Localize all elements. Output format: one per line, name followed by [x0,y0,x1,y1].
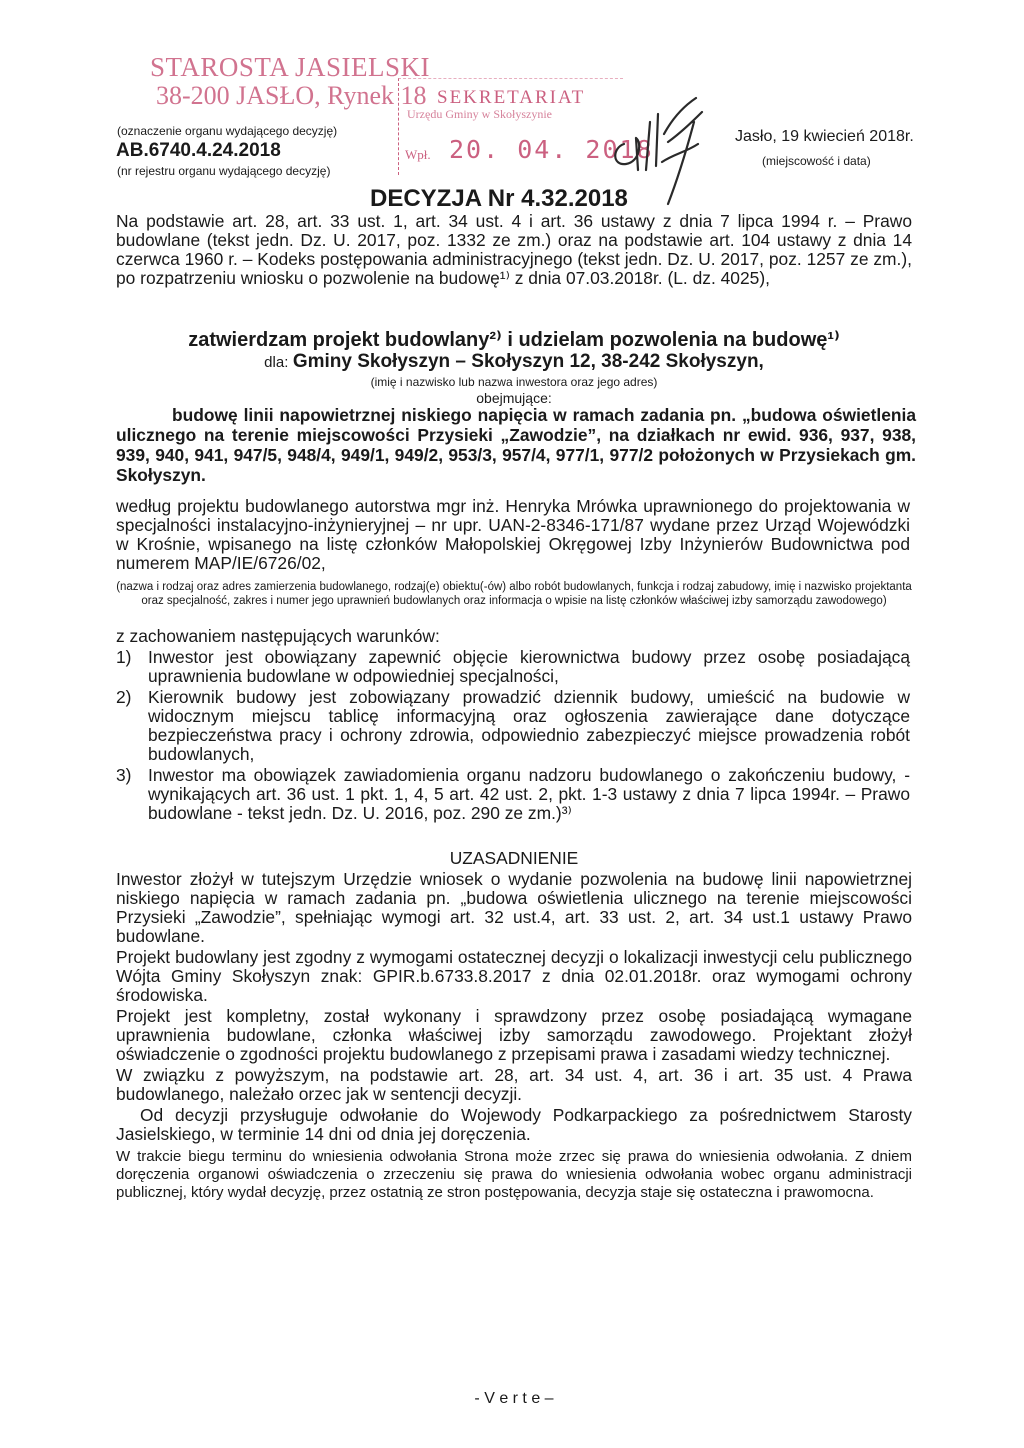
place-date: Jasło, 19 kwiecień 2018r. [735,128,914,145]
condition-text: Kierownik budowy jest zobowiązany prowadzić dziennik budowy, umieścić na budowie w widocznym miejscu tablicę informacyjną oraz ogłoszenia zawierające dane dotyczące bezpieczeństwa pracy i ochrony zdrowia, odpowiednio zabezpieczyć miejsce prowadzenia robót budowlanych, [148,687,910,764]
justification-body [116,870,912,1202]
designer-info: według projektu budowlanego autorstwa mgr inż. Henryka Mrówka uprawnionego do projektowania w specjalności instalacyjno-inżynieryjnej – nr upr. UAN-2-8346-171/87 wydane przez Urząd Wojewódzki w Krośnie, wpisanego na listę członków Małopolskiej Okręgowej Izby Inżynierów Budownictwa pod numerem MAP/IE/6726/02, [116,496,910,573]
condition-item [116,648,910,686]
justification-paragraph: Projekt budowlany jest zgodny z wymogami ostatecznej decyzji o lokalizacji inwestycji celu publicznego Wójta Gminy Skołyszyn znak: GPIR.b.6733.8.2017 z dnia 02.01.2018r. oraz wymogami ochrony środowiska. [116,947,912,1005]
condition-text: Inwestor ma obowiązek zawiadomienia organu nadzoru budowlanego o zakończeniu budowy, - wynikających art. 36 ust. 1 pkt. 1, 4, 5 art. 42 ust. 2, pkt. 1-3 ustawy z dnia 7 lipca 1994r. – Prawo budowlane - tekst jedn. Dz. U. 2016, poz. 290 ze zm.)³⁾ [148,765,910,823]
receipt-prefix: Wpł. [405,147,431,162]
receipt-stamp [398,78,654,175]
condition-number: 2) [116,687,132,707]
condition-number: 3) [116,765,132,785]
register-caption: (nr rejestru organu wydającego decyzję) [117,164,331,178]
organ-stamp-line1: STAROSTA JASIELSKI [150,52,430,82]
verte-note: - V e r t e – [474,1390,554,1407]
justification-paragraph: W związku z powyższym, na podstawie art. 28, art. 34 ust. 4, art. 36 i art. 35 ust. 4 Prawa budowlanego, należało orzec jak w sentencji decyzji. [116,1065,912,1104]
organ-stamp-line2: 38-200 JASŁO, Rynek 18 [156,81,427,110]
conditions-list [116,648,910,823]
receipt-subtitle: Urzędu Gminy w Skołyszynie [407,107,552,121]
justification-paragraph: Projekt jest kompletny, został wykonany i sprawdzony przez osobę posiadającą wymagane uprawnienia budowlane, członka właściwej izby samorządu zawodowego. Projektant złożył oświadczenie o zgodności projektu budowlanego z przepisami prawa i zasadami wiedzy technicznej. [116,1006,912,1064]
receipt-date: 20. 04. 2018 [449,135,654,164]
recipient-name: Gminy Skołyszyn – Skołyszyn 12, 38-242 Skołyszyn, [292,351,764,372]
scope-description: budowę linii napowietrznej niskiego napięcia w ramach zadania pn. „budowa oświetlenia ulicznego na terenie miejscowości Przysieki „Zawodzie”, na działkach nr ewid. 936, 937, 938, 939, 940, 941, 947/5, 948/4, 949/1, 949/2, 953/3, 957/4, 977/1, 977/2 położonych w Przysiekach gm. Skołyszyn. [116,405,916,485]
condition-number: 1) [116,647,132,667]
recipient-line [116,351,912,373]
recipient-caption: (imię i nazwisko lub nazwa inwestora oraz jego adres) [370,375,658,389]
register-number: AB.6740.4.24.2018 [116,140,281,161]
organ-stamp [150,52,430,111]
approval-statement: zatwierdzam projekt budowlany²⁾ i udzielam pozwolenia na budowę¹⁾ [188,329,840,351]
recipient-prefix: dla: [264,354,289,371]
designer-caption: (nazwa i rodzaj oraz adres zamierzenia budowlanego, rodzaj(e) obiektu(-ów) albo robót budowlanych, funkcja i rodzaj zabudowy, imię i nazwisko projektanta oraz specjalność, zakres i numer jego uprawnień budowlanych oraz informacja o wpisie na listę członków właściwej izby samorządu zawodowego) [116,581,912,607]
appeal-notice: Od decyzji przysługuje odwołanie do Wojewody Podkarpackiego za pośrednictwem Starosty Jasielskiego, w terminie 14 dni od dnia jej doręczenia. [116,1105,912,1144]
justification-heading: UZASADNIENIE [449,848,579,868]
legal-basis: Na podstawie art. 28, art. 33 ust. 1, art. 34 ust. 4 i art. 36 ustawy z dnia 7 lipca 1994 r. – Prawo budowlane (tekst jedn. Dz. U. 2017, poz. 1332 ze zm.) oraz na podstawie art. 104 ustawy z dnia 14 czerwca 1960 r. – Kodeks postępowania administracyjnego (tekst jedn. Dz. U. 2017, poz. 1257 ze zm.), po rozpatrzeniu wniosku o pozwolenie na budowę¹⁾ z dnia 07.03.2018r. (L. dz. 4025), [116,211,912,288]
condition-item [116,688,910,764]
waiver-notice: W trakcie biegu terminu do wniesienia odwołania Strona może zrzec się prawa do wniesienia odwołania. Z dniem doręczenia organowi oświadczenia o zrzeczeniu się prawa do wniesienia odwołania wobec organu administracji publicznej, który wydał decyzję, przez ostatnią ze stron postępowania, decyzja staje się ostateczna i prawomocna. [116,1148,912,1201]
organ-caption: (oznaczenie organu wydającego decyzję) [117,124,338,138]
condition-text: Inwestor jest obowiązany zapewnić objęcie kierownictwa budowy przez osobę posiadającą uprawnienia budowlane w odpowiedniej specjalności, [148,647,910,686]
document-title: DECYZJA Nr 4.32.2018 [370,185,628,212]
conditions-intro: z zachowaniem następujących warunków: [116,626,440,646]
covering-label: obejmujące: [476,390,552,406]
receipt-title: SEKRETARIAT [437,87,586,108]
justification-paragraph: Inwestor złożył w tutejszym Urzędzie wniosek o wydanie pozwolenia na budowę linii napowietrznej niskiego napięcia w ramach zadania pn. „budowa oświetlenia ulicznego na terenie miejscowości Przysieki „Zawodzie”, spełniając wymogi art. 32 ust.4, art. 33 ust. 2, art. 34 ust.1 ustawy Prawo budowlane. [116,869,912,946]
place-date-caption: (miejscowość i data) [762,154,871,168]
condition-item [116,766,910,823]
